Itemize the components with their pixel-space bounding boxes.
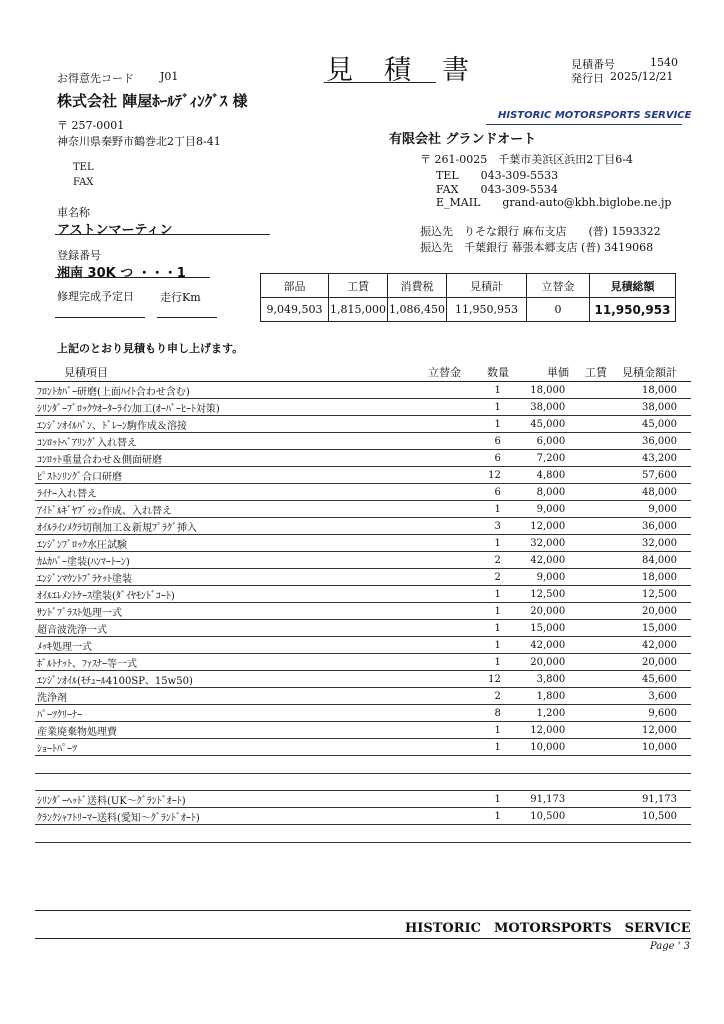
- table-row: [35, 825, 691, 843]
- table-row: [35, 808, 691, 825]
- item-qty: [449, 773, 503, 791]
- item-amount: 91,173: [609, 791, 691, 808]
- item-name: ﾋﾟｽﾄﾝﾘﾝｸﾞ合口研磨: [35, 467, 404, 484]
- item-tatekae: [404, 620, 449, 637]
- item-amount: 3,600: [609, 688, 691, 705]
- table-row: [35, 739, 691, 756]
- summary-value-row: [261, 298, 676, 322]
- item-name: 超音波洗浄一式: [35, 620, 404, 637]
- customer-code-label: お得意先コード: [57, 72, 134, 85]
- car-name-underline: [55, 234, 270, 235]
- summary-total: 11,950,953: [590, 298, 676, 322]
- item-tatekae: [404, 705, 449, 722]
- company-email: E_MAIL grand-auto@kbh.biglobe.ne.jp: [436, 196, 672, 209]
- item-tatekae: [404, 808, 449, 825]
- item-unit-price: 10,000: [503, 739, 567, 756]
- item-unit-price: 38,000: [503, 399, 567, 416]
- item-amount: 20,000: [609, 603, 691, 620]
- table-row: [35, 637, 691, 654]
- item-tatekae: [404, 825, 449, 843]
- item-qty: 1: [449, 637, 503, 654]
- table-row: [35, 722, 691, 739]
- item-amount: 45,000: [609, 416, 691, 433]
- customer-postal: 〒 257-0001: [57, 119, 125, 132]
- item-unit-price: 9,000: [503, 569, 567, 586]
- item-unit-price: 7,200: [503, 450, 567, 467]
- item-name: ｴﾝｼﾞﾝﾌﾞﾛｯｸ水圧試験: [35, 535, 404, 552]
- table-row: [35, 773, 691, 791]
- item-name: ｵｲﾙｴﾚﾒﾝﾄｹｰｽ塗装(ﾀﾞｲﾔﾓﾝﾄﾞｺｰﾄ): [35, 586, 404, 603]
- customer-name: 株式会社 陣屋ﾎｰﾙﾃﾞｨﾝｸﾞｽ 様: [57, 92, 248, 110]
- item-amount: 32,000: [609, 535, 691, 552]
- item-labor: [567, 518, 609, 535]
- item-tatekae: [404, 416, 449, 433]
- item-tatekae: [404, 467, 449, 484]
- item-name: [35, 825, 404, 843]
- table-row: [35, 501, 691, 518]
- item-qty: 1: [449, 382, 503, 399]
- item-unit-price: [503, 773, 567, 791]
- item-labor: [567, 620, 609, 637]
- item-amount: 20,000: [609, 654, 691, 671]
- table-row: [35, 620, 691, 637]
- item-tatekae: [404, 382, 449, 399]
- item-unit-price: 42,000: [503, 552, 567, 569]
- item-amount: 57,600: [609, 467, 691, 484]
- item-labor: [567, 399, 609, 416]
- summary-table: [260, 273, 676, 322]
- customer-fax-label: FAX: [73, 177, 94, 188]
- item-labor: [567, 535, 609, 552]
- summary-subtotal: 11,950,953: [447, 298, 527, 322]
- item-unit-price: 10,500: [503, 808, 567, 825]
- item-header-tatekae: 立替金: [428, 366, 461, 379]
- item-name: ｱｲﾄﾞﾙｷﾞﾔﾌﾞｯｼｭ作成、入れ替え: [35, 501, 404, 518]
- company-name: 有限会社 グランドオート: [389, 132, 537, 147]
- item-qty: 1: [449, 722, 503, 739]
- item-qty: 1: [449, 586, 503, 603]
- item-qty: 1: [449, 739, 503, 756]
- table-row: [35, 791, 691, 808]
- item-unit-price: 12,500: [503, 586, 567, 603]
- item-qty: 2: [449, 688, 503, 705]
- item-unit-price: 20,000: [503, 603, 567, 620]
- item-tatekae: [404, 586, 449, 603]
- item-name: [35, 756, 404, 774]
- item-tatekae: [404, 637, 449, 654]
- table-row: [35, 467, 691, 484]
- item-amount: [609, 773, 691, 791]
- item-amount: 45,600: [609, 671, 691, 688]
- item-qty: 1: [449, 501, 503, 518]
- table-row: [35, 416, 691, 433]
- estimate-no: 1540: [650, 56, 678, 69]
- title-underline: [324, 82, 436, 83]
- item-name: ｻﾝﾄﾞﾌﾞﾗｽﾄ処理一式: [35, 603, 404, 620]
- item-labor: [567, 586, 609, 603]
- item-name: ｺﾝﾛｯﾄ重量合わせ＆側面研磨: [35, 450, 404, 467]
- item-unit-price: 15,000: [503, 620, 567, 637]
- item-amount: 36,000: [609, 518, 691, 535]
- item-amount: 43,200: [609, 450, 691, 467]
- summary-header-total: 見積総額: [590, 274, 676, 298]
- item-qty: 1: [449, 808, 503, 825]
- item-unit-price: 8,000: [503, 484, 567, 501]
- item-qty: 1: [449, 654, 503, 671]
- item-header-kouchin: 工賃: [585, 366, 607, 379]
- item-qty: 8: [449, 705, 503, 722]
- item-unit-price: 18,000: [503, 382, 567, 399]
- item-qty: 2: [449, 569, 503, 586]
- item-labor: [567, 756, 609, 774]
- item-amount: 38,000: [609, 399, 691, 416]
- item-amount: 42,000: [609, 637, 691, 654]
- company-tel: TEL 043-309-5533: [436, 169, 559, 182]
- item-labor: [567, 722, 609, 739]
- table-row: [35, 450, 691, 467]
- item-unit-price: 20,000: [503, 654, 567, 671]
- table-row: [35, 586, 691, 603]
- item-labor: [567, 467, 609, 484]
- completion-label: 修理完成予定日: [57, 290, 134, 303]
- item-header-qty: 数量: [487, 366, 509, 379]
- table-row: [35, 671, 691, 688]
- item-unit-price: 1,800: [503, 688, 567, 705]
- table-row: [35, 705, 691, 722]
- mileage-label: 走行Km: [160, 291, 201, 304]
- item-labor: [567, 637, 609, 654]
- item-tatekae: [404, 569, 449, 586]
- item-tatekae: [404, 450, 449, 467]
- table-row: [35, 382, 691, 399]
- footer-brand: HISTORIC MOTORSPORTS SERVICE: [405, 921, 691, 936]
- item-name: ﾒｯｷ処理一式: [35, 637, 404, 654]
- item-amount: 36,000: [609, 433, 691, 450]
- item-labor: [567, 416, 609, 433]
- table-row: [35, 688, 691, 705]
- summary-header-parts: 部品: [261, 274, 329, 298]
- item-tatekae: [404, 739, 449, 756]
- item-tatekae: [404, 671, 449, 688]
- table-row: [35, 552, 691, 569]
- item-amount: 48,000: [609, 484, 691, 501]
- table-row: [35, 518, 691, 535]
- item-unit-price: 91,173: [503, 791, 567, 808]
- company-address: 〒 261-0025 千葉市美浜区浜田2丁目6-4: [420, 153, 633, 166]
- item-unit-price: 9,000: [503, 501, 567, 518]
- item-unit-price: [503, 825, 567, 843]
- item-unit-price: 1,200: [503, 705, 567, 722]
- item-tatekae: [404, 654, 449, 671]
- company-fax: FAX 043-309-5534: [436, 183, 558, 196]
- item-qty: [449, 756, 503, 774]
- item-labor: [567, 552, 609, 569]
- item-unit-price: 12,000: [503, 722, 567, 739]
- item-qty: 6: [449, 433, 503, 450]
- item-tatekae: [404, 518, 449, 535]
- item-amount: 12,000: [609, 722, 691, 739]
- customer-code: J01: [160, 70, 179, 83]
- statement-text: 上記のとおり見積もり申し上げます。: [57, 342, 244, 355]
- item-tatekae: [404, 688, 449, 705]
- item-unit-price: [503, 756, 567, 774]
- table-row: [35, 603, 691, 620]
- item-unit-price: 3,800: [503, 671, 567, 688]
- item-labor: [567, 569, 609, 586]
- summary-header-advance: 立替金: [527, 274, 590, 298]
- item-name: ｶﾑｶﾊﾞｰ塗装(ﾊﾝﾏｰﾄｰﾝ): [35, 552, 404, 569]
- customer-address: 神奈川県秦野市鶴巻北2丁目8-41: [57, 135, 221, 148]
- item-tatekae: [404, 552, 449, 569]
- item-qty: 6: [449, 450, 503, 467]
- item-name: ﾌﾛﾝﾄｶﾊﾞｰ研磨(上面ﾊｲﾄ合わせ含む): [35, 382, 404, 399]
- item-tatekae: [404, 501, 449, 518]
- summary-parts: 9,049,503: [261, 298, 329, 322]
- item-labor: [567, 791, 609, 808]
- item-name: ｸﾗﾝｸｼｬﾌﾄﾘｰﾏｰ送料(愛知～ｸﾞﾗﾝﾄﾞｵｰﾄ): [35, 808, 404, 825]
- item-qty: [449, 825, 503, 843]
- item-qty: 6: [449, 484, 503, 501]
- item-labor: [567, 450, 609, 467]
- customer-tel-label: TEL: [73, 162, 94, 173]
- estimate-no-label: 見積番号: [571, 58, 615, 71]
- item-amount: 9,600: [609, 705, 691, 722]
- item-name: ｺﾝﾛｯﾄﾍﾞｱﾘﾝｸﾞ入れ替え: [35, 433, 404, 450]
- item-header-unit: 単価: [547, 366, 569, 379]
- footer-rule-bottom: [35, 938, 691, 939]
- item-qty: 12: [449, 671, 503, 688]
- item-name: ﾎﾞﾙﾄﾅｯﾄ、ﾌｧｽﾅｰ等一式: [35, 654, 404, 671]
- item-qty: 1: [449, 620, 503, 637]
- summary-tax: 1,086,450: [388, 298, 447, 322]
- summary-advance: 0: [527, 298, 590, 322]
- item-amount: [609, 756, 691, 774]
- item-labor: [567, 808, 609, 825]
- item-unit-price: 4,800: [503, 467, 567, 484]
- car-name: アストンマーティン: [57, 223, 173, 238]
- item-amount: 84,000: [609, 552, 691, 569]
- car-name-label: 車名称: [57, 206, 90, 219]
- table-row: [35, 399, 691, 416]
- item-qty: 1: [449, 535, 503, 552]
- reg-no: 湘南 30K つ ・・・1: [57, 266, 186, 281]
- table-row: [35, 756, 691, 774]
- item-name: ｴﾝｼﾞﾝﾏｳﾝﾄﾌﾞﾗｹｯﾄ塗装: [35, 569, 404, 586]
- item-name: ﾗｲﾅｰ入れ替え: [35, 484, 404, 501]
- summary-header-row: [261, 274, 676, 298]
- item-labor: [567, 484, 609, 501]
- item-labor: [567, 654, 609, 671]
- item-amount: 12,500: [609, 586, 691, 603]
- item-name: 洗浄剤: [35, 688, 404, 705]
- item-unit-price: 12,000: [503, 518, 567, 535]
- item-amount: 18,000: [609, 569, 691, 586]
- item-tatekae: [404, 603, 449, 620]
- issue-date-label: 発行日: [571, 72, 604, 85]
- summary-header-tax: 消費税: [388, 274, 447, 298]
- bank-line-2: 振込先 千葉銀行 幕張本郷支店 (普) 3419068: [420, 241, 654, 254]
- item-tatekae: [404, 399, 449, 416]
- item-tatekae: [404, 773, 449, 791]
- item-unit-price: 45,000: [503, 416, 567, 433]
- item-qty: 1: [449, 791, 503, 808]
- item-qty: 1: [449, 603, 503, 620]
- summary-header-labor: 工賃: [329, 274, 388, 298]
- item-unit-price: 32,000: [503, 535, 567, 552]
- footer-rule: [35, 910, 691, 911]
- item-qty: 12: [449, 467, 503, 484]
- item-name: ｼﾘﾝﾀﾞｰﾌﾞﾛｯｸｳｵｰﾀｰﾗｲﾝ加工(ｵｰﾊﾞｰﾋｰﾄ対策): [35, 399, 404, 416]
- item-unit-price: 42,000: [503, 637, 567, 654]
- reg-no-label: 登録番号: [57, 249, 101, 262]
- item-amount: 10,500: [609, 808, 691, 825]
- table-row: [35, 433, 691, 450]
- page-number: Page ' 3: [650, 941, 691, 952]
- item-tatekae: [404, 484, 449, 501]
- item-labor: [567, 382, 609, 399]
- item-labor: [567, 433, 609, 450]
- completion-underline: [55, 317, 145, 318]
- item-header-amount: 見積金額計: [622, 366, 677, 379]
- item-name: [35, 773, 404, 791]
- table-row: [35, 484, 691, 501]
- issue-date: 2025/12/21: [610, 70, 674, 83]
- item-name: ｼｮｰﾄﾊﾟｰﾂ: [35, 739, 404, 756]
- item-tatekae: [404, 791, 449, 808]
- summary-header-subtotal: 見積計: [447, 274, 527, 298]
- item-amount: 9,000: [609, 501, 691, 518]
- brand-underline: [486, 124, 682, 125]
- item-unit-price: 6,000: [503, 433, 567, 450]
- item-amount: [609, 825, 691, 843]
- item-name: ｵｲﾙﾗｲﾝﾒｸﾗ切削加工＆新規ﾌﾟﾗｸﾞ挿入: [35, 518, 404, 535]
- item-labor: [567, 501, 609, 518]
- item-qty: 1: [449, 416, 503, 433]
- table-row: [35, 569, 691, 586]
- item-amount: 10,000: [609, 739, 691, 756]
- item-name: ｴﾝｼﾞﾝｵｲﾙ(ﾓﾁｭｰﾙ4100SP、15w50): [35, 671, 404, 688]
- item-labor: [567, 773, 609, 791]
- item-name: ﾊﾟｰﾂｸﾘｰﾅｰ: [35, 705, 404, 722]
- document-title: 見 積 書: [326, 55, 471, 86]
- item-tatekae: [404, 535, 449, 552]
- item-tatekae: [404, 722, 449, 739]
- mileage-underline: [157, 317, 217, 318]
- summary-labor: 1,815,000: [329, 298, 388, 322]
- item-labor: [567, 688, 609, 705]
- item-tatekae: [404, 756, 449, 774]
- item-qty: 3: [449, 518, 503, 535]
- brand-header: HISTORIC MOTORSPORTS SERVICE: [498, 110, 692, 121]
- items-table: [35, 382, 691, 843]
- item-labor: [567, 825, 609, 843]
- bank-line-1: 振込先 りそな銀行 麻布支店 (普) 1593322: [420, 225, 661, 238]
- item-header-name: 見積項目: [64, 366, 108, 379]
- item-name: ｴﾝｼﾞﾝｵｲﾙﾊﾟﾝ、ﾄﾞﾚｰﾝ駒作成＆溶接: [35, 416, 404, 433]
- item-tatekae: [404, 433, 449, 450]
- item-labor: [567, 705, 609, 722]
- item-labor: [567, 671, 609, 688]
- item-labor: [567, 603, 609, 620]
- reg-no-underline: [55, 277, 210, 278]
- item-name: ｼﾘﾝﾀﾞｰﾍｯﾄﾞ送料(UK～ｸﾞﾗﾝﾄﾞｵｰﾄ): [35, 791, 404, 808]
- table-row: [35, 535, 691, 552]
- item-labor: [567, 739, 609, 756]
- table-row: [35, 654, 691, 671]
- item-name: 産業廃棄物処理費: [35, 722, 404, 739]
- item-qty: 1: [449, 399, 503, 416]
- item-qty: 2: [449, 552, 503, 569]
- item-amount: 18,000: [609, 382, 691, 399]
- item-amount: 15,000: [609, 620, 691, 637]
